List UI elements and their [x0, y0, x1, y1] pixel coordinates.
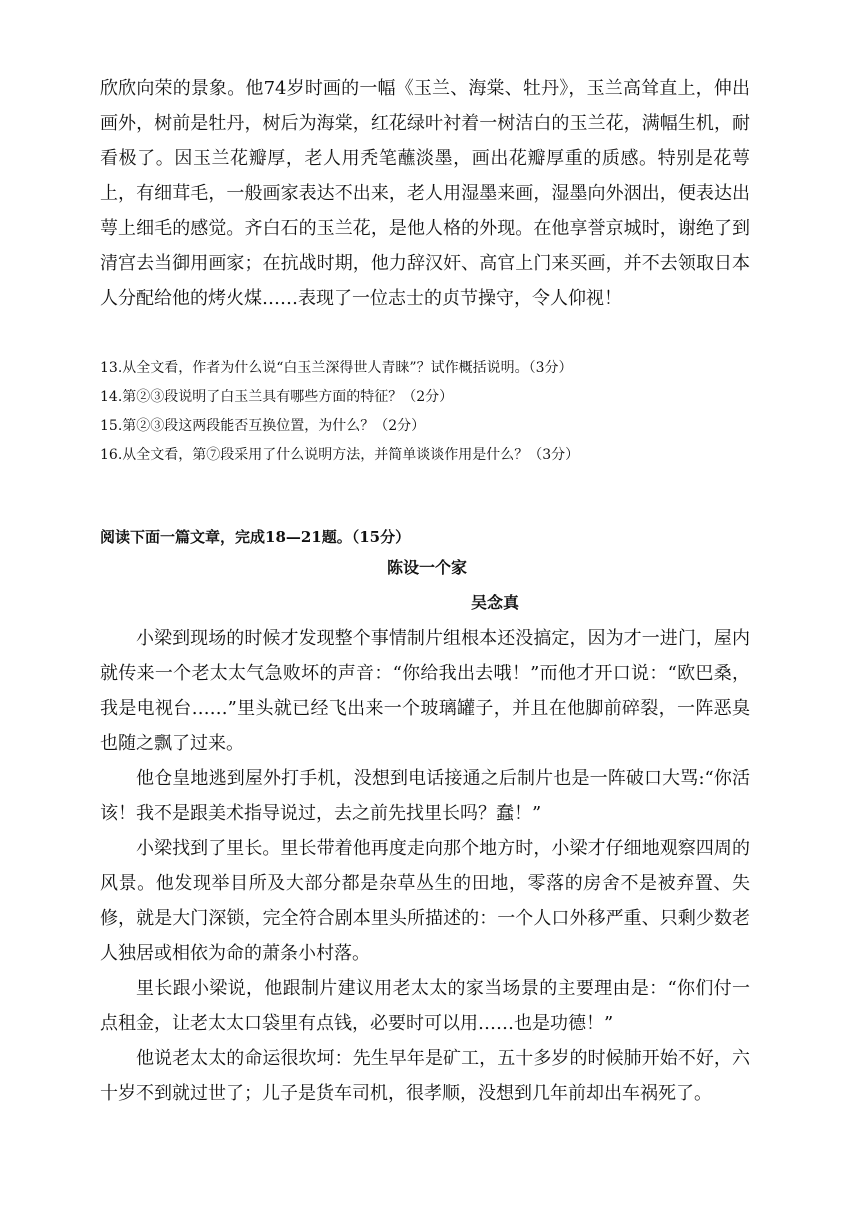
article-body [100, 621, 750, 1111]
article-paragraph: 他说老太太的命运很坎坷：先生早年是矿工，五十多岁的时候肺开始不好，六十岁不到就过世了；儿子是货车司机，很孝顺，没想到几年前却出车祸死了。 [100, 1048, 750, 1104]
question-list [100, 354, 750, 470]
article-paragraph: 里长跟小梁说，他跟制片建议用老太太的家当场景的主要理由是：“你们付一点租金，让老太太口袋里有点钱，必要时可以用……也是功德！” [100, 978, 750, 1034]
question-item: 15.第②③段这两段能否互换位置，为什么？（2分） [100, 418, 426, 434]
question-item: 14.第②③段说明了白玉兰具有哪些方面的特征？（2分） [100, 389, 454, 405]
question-item: 13.从全文看，作者为什么说“白玉兰深得世人青睐”？试作概括说明。（3分） [100, 360, 573, 376]
article-author: 吴念真 [471, 593, 520, 612]
article-paragraph: 小梁到现场的时候才发现整个事情制片组根本还没搞定，因为才一进门，屋内就传来一个老太太气急败坏的声音：“你给我出去哦！”而他才开口说：“欧巴桑，我是电视台……”里头就已经飞出来一个玻璃罐子，并且在他脚前碎裂，一阵恶臭也随之飘了过来。 [100, 628, 750, 754]
previous-passage-paragraph: 欣欣向荣的景象。他74岁时画的一幅《玉兰、海棠、牡丹》，玉兰高耸直上，伸出画外，树前是牡丹，树后为海棠，红花绿叶衬着一树洁白的玉兰花，满幅生机，耐看极了。因玉兰花瓣厚，老人用秃笔蘸淡墨，画出花瓣厚重的质感。特别是花萼上，有细茸毛，一般画家表达不出来，老人用湿墨来画，湿墨向外洇出，便表达出萼上细毛的感觉。齐白石的玉兰花，是他人格的外现。在他享誉京城时，谢绝了到清宫去当御用画家；在抗战时期，他力辞汉奸、高官上门来买画，并不去领取日本人分配给他的烤火煤……表现了一位志士的贞节操守，令人仰视！ [100, 78, 750, 309]
article-title: 陈设一个家 [387, 558, 468, 577]
question-item: 16.从全文看，第⑦段采用了什么说明方法，并简单谈谈作用是什么？（3分） [100, 447, 580, 463]
section-heading: 阅读下面一篇文章，完成18—21题。（15分） [100, 528, 411, 546]
article-paragraph: 他仓皇地逃到屋外打手机，没想到电话接通之后制片也是一阵破口大骂:“你活该！我不是跟美术指导说过，去之前先找里长吗？蠢！” [100, 768, 750, 824]
article-paragraph: 小梁找到了里长。里长带着他再度走向那个地方时，小梁才仔细地观察四周的风景。他发现举目所及大部分都是杂草丛生的田地，零落的房舍不是被弃置、失修，就是大门深锁，完全符合剧本里头所描述的：一个人口外移严重、只剩少数老人独居或相依为命的萧条小村落。 [100, 838, 750, 964]
